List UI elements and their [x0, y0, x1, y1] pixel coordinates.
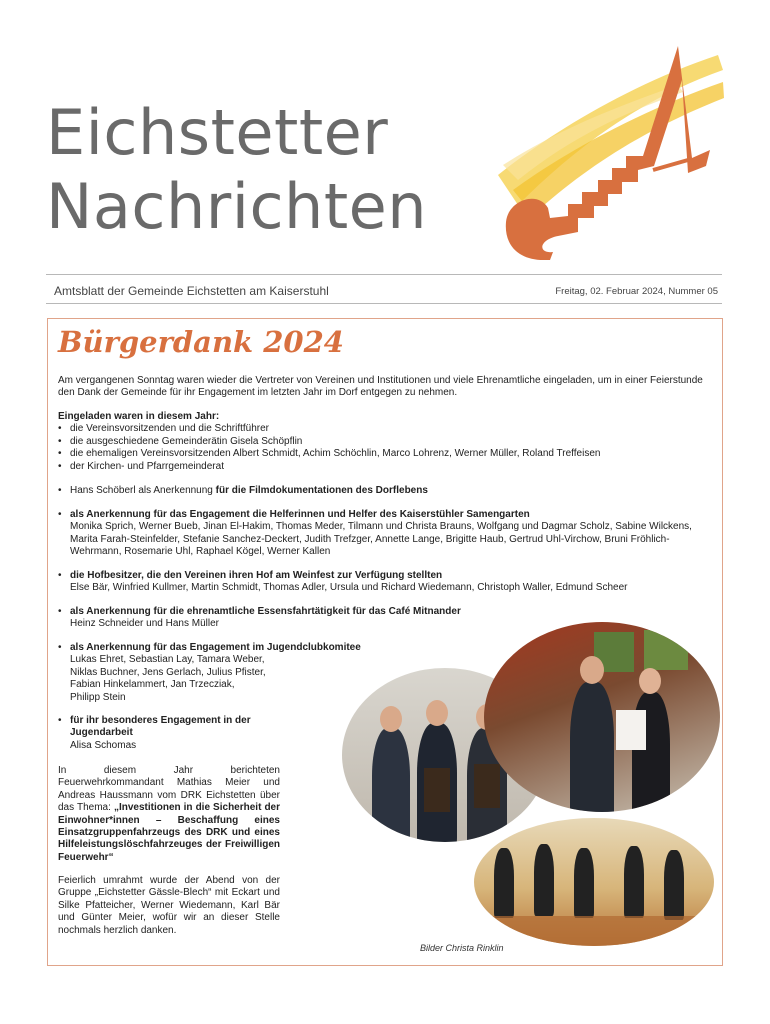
hans-section: [58, 485, 711, 497]
hof-section: [58, 570, 711, 595]
list-item: [58, 715, 278, 740]
jugend-name-line: Lukas Ehret, Sebastian Lay, Tamara Weber,: [70, 654, 265, 666]
feuerwehr-bold: „Investitionen in die Sicherheit der Einwohner*innen – Beschaffung eines Einsatzgruppenfahrzeugs des DRK und eines Hilfeleistungslöschfahrzeuges der Freiwilligen Feuerwehr“: [58, 802, 281, 863]
feuerwehr-section: [58, 765, 280, 864]
feuerwehr-text: In diesem Jahr berichteten Feuerwehrkommandant Mathias Meier und Andreas Haussmann vom DRK Eichstetten über das Thema:: [58, 765, 280, 814]
photo-brass-band: [474, 818, 714, 946]
list-item: [58, 570, 711, 582]
masthead-line2: Nachrichten: [46, 170, 428, 243]
jugend-heading: als Anerkennung für das Engagement im Jugendclubkomitee: [70, 642, 361, 653]
jugend-name-line: Niklas Buchner, Jens Gerlach, Julius Pfister,: [70, 666, 266, 678]
photo-certificate: [484, 622, 720, 812]
essen-names: Heinz Schneider und Hans Müller: [70, 618, 219, 630]
besonders-name: Alisa Schomas: [70, 739, 137, 751]
hof-names: Else Bär, Winfried Kullmer, Martin Schmidt, Thomas Adler, Ursula und Richard Wiedemann, Christoph Waller, Edmund Scheer: [70, 582, 628, 594]
list-item: [58, 485, 711, 497]
article-headline: Bürgerdank 2024: [58, 325, 344, 359]
closing-paragraph: Feierlich umrahmt wurde der Abend von der Gruppe „Eichstetter Gässle-Blech“ mit Eckart und Silke Pfatteicher, Werner Wiedemann, Karl Bär und Günter Meier, wofür wir an dieser Stelle nochmals herzlich danken.: [58, 875, 280, 936]
besonders-section: [58, 715, 278, 752]
samen-section: [58, 509, 711, 559]
hans-prefix: Hans Schöberl als Anerkennung: [70, 485, 216, 496]
hof-heading: die Hofbesitzer, die den Vereinen ihren Hof am Weinfest zur Verfügung stellten: [70, 570, 443, 581]
photo-credit: Bilder Christa Rinklin: [420, 943, 504, 953]
jugend-section: [58, 642, 388, 704]
jugend-name-line: Philipp Stein: [70, 691, 126, 703]
top-rule: [46, 274, 722, 275]
bottom-rule: [46, 303, 722, 304]
besonders-heading: für ihr besonderes Engagement in der Jugendarbeit: [70, 715, 251, 739]
jugend-name-line: Fabian Hinkelammert, Jan Trzecziak,: [70, 679, 235, 691]
samen-heading: als Anerkennung für das Engagement die Helferinnen und Helfer des Kaiserstühler Samengarten: [70, 509, 530, 520]
list-item: • die Vereinsvorsitzenden und die Schriftführer: [58, 423, 711, 435]
amtsblatt-label: Amtsblatt der Gemeinde Eichstetten am Kaiserstuhl: [54, 284, 329, 298]
list-item: • die ehemaligen Vereinsvorsitzenden Albert Schmidt, Achim Schöchlin, Marco Lohrenz, Werner Müller, Roland Treffeisen: [58, 448, 711, 460]
village-logo: [478, 40, 728, 260]
invited-list: [58, 423, 711, 473]
list-item: [58, 606, 711, 618]
essen-heading: als Anerkennung für die ehrenamtliche Essensfahrtätigkeit für das Café Mitnander: [70, 606, 461, 617]
article-intro: Am vergangenen Sonntag waren wieder die Vertreter von Vereinen und Institutionen und viele Ehrenamtliche eingeladen, um in einer Feierstunde den Dank der Gemeinde für ihr Engagement im letzten Jahr im Dorf entgegen zu nehmen.: [58, 375, 703, 399]
list-item: [58, 642, 388, 654]
subline: [54, 284, 722, 298]
masthead: [46, 96, 427, 244]
samen-names: Monika Sprich, Werner Bueb, Jinan El-Hakim, Thomas Meder, Tilmann und Christa Brauns, Wolfgang und Dagmar Scholz, Sabine Wilckens, Marita Farah-Steinfelder, Stefanie Sanchez-Deckert, Judith Trefzger, Annette Lange, Brigitte Haub, Gertrud Uhl-Virchow, Bruni Fröhlich-Wehrmann, Rosemarie Uhl, Raphael Kögel, Werner Kallen: [70, 521, 692, 558]
list-item: [58, 509, 711, 521]
invited-heading: Eingeladen waren in diesem Jahr:: [58, 411, 220, 422]
hans-bold: für die Filmdokumentationen des Dorflebens: [215, 485, 428, 496]
masthead-line1: Eichstetter: [46, 96, 389, 169]
invited-section: [58, 411, 711, 473]
issue-date: Freitag, 02. Februar 2024, Nummer 05: [555, 286, 718, 297]
list-item: • die ausgeschiedene Gemeinderätin Gisela Schöpflin: [58, 436, 711, 448]
list-item: • der Kirchen- und Pfarrgemeinderat: [58, 461, 711, 473]
